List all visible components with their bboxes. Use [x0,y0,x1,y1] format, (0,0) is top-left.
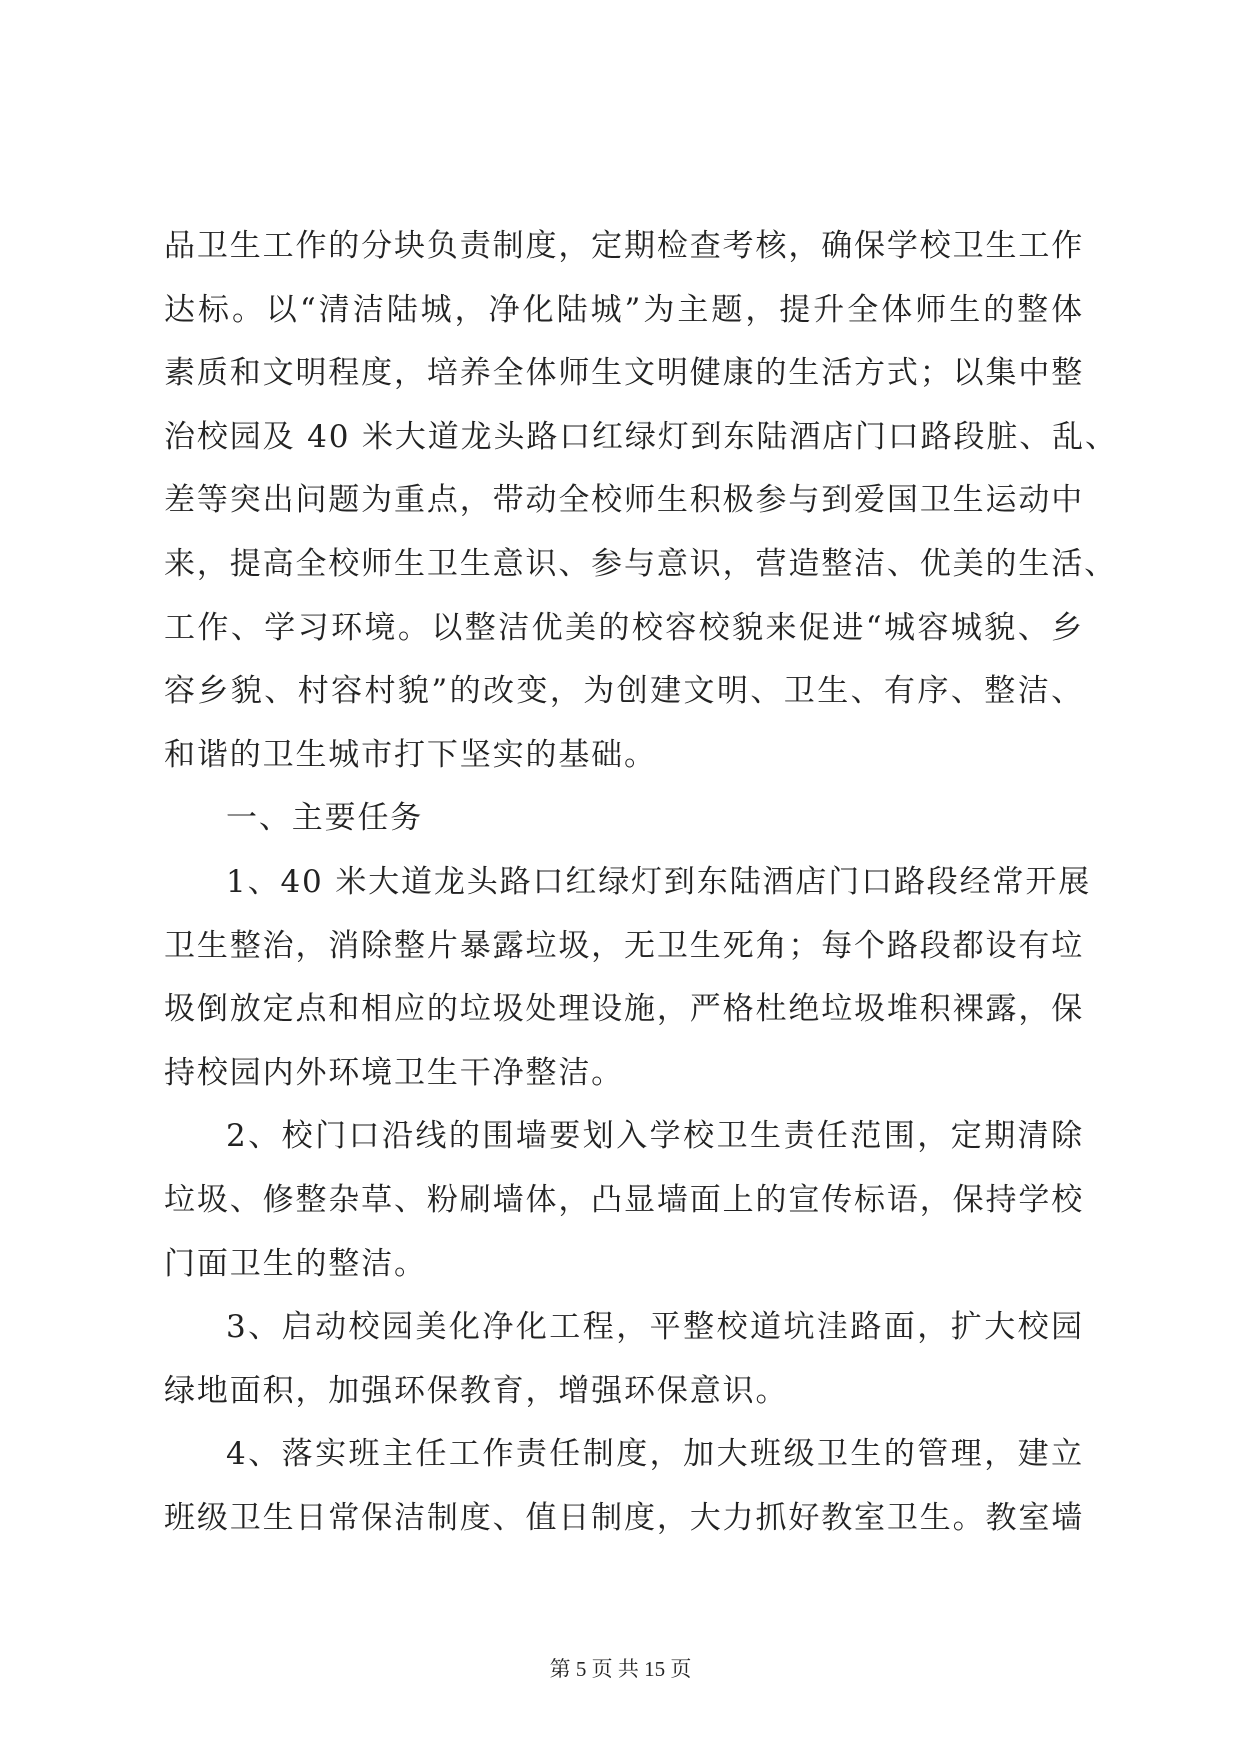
text-line: 卫生整治，消除整片暴露垃圾，无卫生死角；每个路段都设有垃 [164,927,1085,964]
document-body [164,226,1118,1561]
text-line: 差等突出问题为重点，带动全校师生积极参与到爱国卫生运动中 [164,482,1085,519]
text-line: 4、落实班主任工作责任制度，加大班级卫生的管理，建立 [226,1436,1084,1473]
text-line: 品卫生工作的分块负责制度，定期检查考核，确保学校卫生工作 [164,228,1085,264]
text-line: 垃圾、修整杂草、粉刷墙体，凸显墙面上的宣传标语，保持学校 [164,1181,1085,1218]
section-heading: 一、主要任务 [226,800,424,837]
text-line: 治校园及 40 米大道龙头路口红绿灯到东陆酒店门口路段脏、乱、 [164,418,1118,455]
text-line: 容乡貌、村容村貌”的改变，为创建文明、卫生、有序、整洁、 [164,673,1084,710]
text-line: 3、启动校园美化净化工程，平整校道坑洼路面，扩大校园 [226,1309,1084,1346]
text-line: 工作、学习环境。以整洁优美的校容校貌来促进“城容城貌、乡 [164,609,1084,646]
text-line: 1、40 米大道龙头路口红绿灯到东陆酒店门口路段经常开展 [226,863,1092,900]
text-line: 2、校门口沿线的围墙要划入学校卫生责任范围，定期清除 [226,1118,1084,1155]
text-line: 达标。以“清洁陆城，净化陆城”为主题，提升全体师生的整体 [164,291,1084,328]
text-line: 素质和文明程度，培养全体师生文明健康的生活方式；以集中整 [164,355,1085,392]
text-line: 门面卫生的整洁。 [164,1245,427,1282]
text-line: 圾倒放定点和相应的垃圾处理设施，严格杜绝垃圾堆积裸露，保 [164,991,1085,1028]
text-line: 和谐的卫生城市打下坚实的基础。 [164,736,657,773]
page-number-footer: 第 5 页 共 15 页 [549,1657,692,1681]
text-line: 班级卫生日常保洁制度、值日制度，大力抓好教室卫生。教室墙 [164,1499,1085,1536]
text-line: 持校园内外环境卫生干净整洁。 [164,1054,625,1091]
text-line: 来，提高全校师生卫生意识、参与意识，营造整洁、优美的生活、 [164,545,1117,582]
text-line: 绿地面积，加强环保教育，增强环保意识。 [164,1372,789,1409]
